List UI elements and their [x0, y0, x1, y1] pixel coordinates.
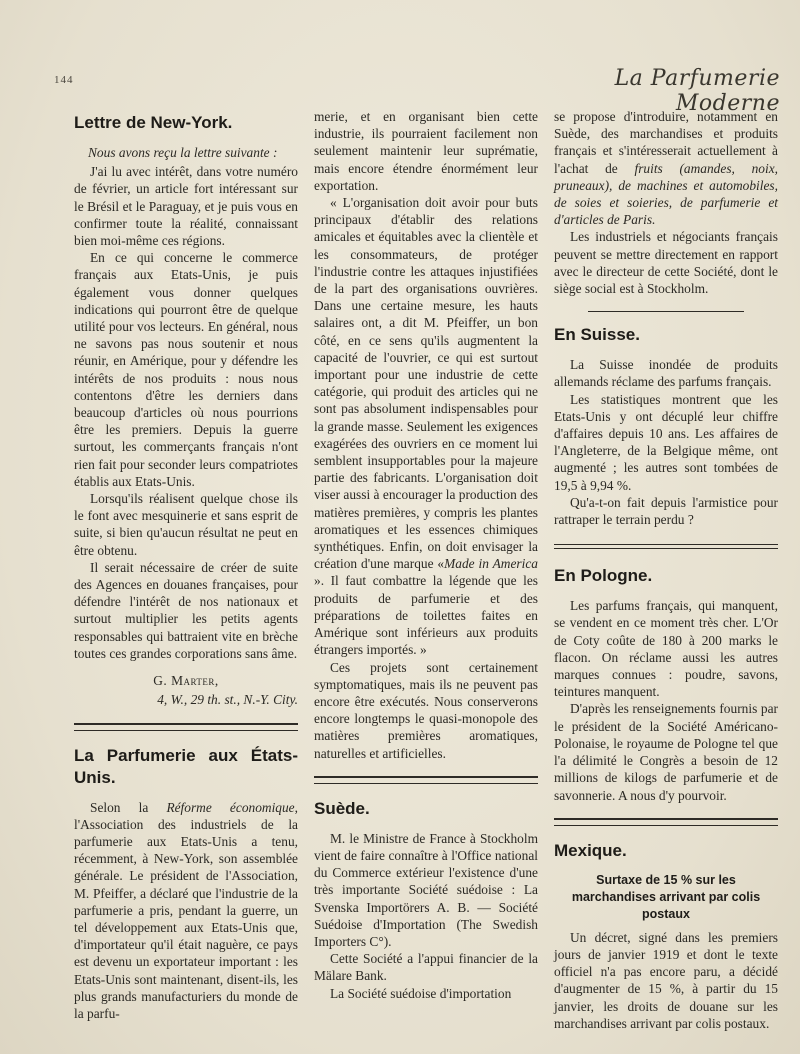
- paragraph: merie, et en organisant bien cette industrie, ils pourraient facilement non seulement maintenir leur suprématie, mais encore étendre énormément leur exportation.: [314, 109, 538, 193]
- article-title-new-york: Lettre de New-York.: [74, 113, 233, 132]
- letter-intro: Nous avons reçu la lettre suivante :: [88, 145, 278, 160]
- article-title-suisse: En Suisse.: [554, 325, 640, 345]
- column-2: [314, 108, 538, 1002]
- column-3: [554, 108, 778, 1032]
- paragraph: M. le Ministre de France à Stockholm vient de faire connaître à l'Office national du Commerce extérieur l'existence d'une très importante Société suédoise : La Svenska Importörers A. B. — Société Suédoise d'Importation (The Swedish Importers C°).: [314, 830, 538, 949]
- short-divider: [588, 311, 744, 312]
- paragraph: La Société suédoise d'importation: [330, 985, 512, 1001]
- column-1: [74, 108, 298, 1022]
- paragraph: La Suisse inondée de produits allemands réclame des parfums français.: [554, 357, 778, 390]
- section-divider: [554, 818, 778, 826]
- paragraph: D'après les renseignements fournis par le président de la Société Américano-Polonaise, le royaume de Pologne tel que l'a délimité le Congrès a besoin de 12 millions de kilogs de parfumerie et de savonnerie. A nous d'y pourvoir.: [554, 701, 778, 803]
- paragraph: En ce qui concerne le commerce français aux Etats-Unis, je puis également vous donner quelques indications qui pourront être de quelque utilité pour vos lecteurs. En général, nous ne savons pas nous soutenir et nous réunir, en Amérique, pour y défendre les intérêts de nos produits : nous nous contentons d'être les derniers dans beaucoup d'articles où nous pourrions être les premiers. Depuis la guerre surtout, les commerçants français n'ont rien fait pour seconder leurs compatriotes établis aux Etats-Unis.: [74, 250, 298, 489]
- paragraph: « L'organisation doit avoir pour buts principaux d'établir des relations amicales et équitables avec la clientèle et les consommateurs, de protéger l'industrie contre les attaques injustifiées de la part des organisations ouvrières. Dans une certaine mesure, les hauts salaires ont, a dit M. Pfeiffer, un bon côté, en ce sens qu'ils augmentent la capacité de l'ouvrier, ce qui est surtout important pour une industrie de cette catégorie, qui produit des articles qui ne sont pas absolument indispensables pour la grande masse. Seulement les exigences exagérées des ouvriers en ce moment lui semblent insupportables pour la majeure partie des fabricants. L'organisation doit viser aussi à encourager la production des matières premières, y compris les plantes aromatiques et les essences chimiques synthétiques. Enfin, on doit envisager la création d'une marque «Made in America ». Il faut combattre la légende que les produits de parfumerie et des préparations de toilettes faites en Amérique sont inférieurs aux produits étrangers importés. »: [314, 195, 538, 658]
- paragraph: Cette Société a l'appui financier de la Mälare Bank.: [314, 951, 538, 984]
- paragraph: Selon la Réforme économique, l'Association des industriels de la parfumerie aux Etats-Unis a tenu, récemment, à New-York, son assemblée générale. Le président de l'Association, M. Pfeiffer, a déclaré que l'industrie de la parfumerie a pris, pendant la guerre, un tel développement aux Etats-Unis que, d'importateur qu'il était naguère, ce pays est devenu un exportateur important : les Etats-Unis sont maintenant, disent-ils, les plus grands manufacturiers du monde de la parfu-: [74, 799, 298, 1021]
- letter-address: 4, W., 29 th. st., N.-Y. City.: [157, 692, 298, 708]
- section-divider: [314, 776, 538, 784]
- section-divider: [74, 723, 298, 731]
- product-list: fruits (amandes, noix, pruneaux), de machines et automobiles, de soies et soieries, de parfumerie et d'articles de Paris.: [554, 160, 778, 228]
- paragraph: Ces projets sont certainement symptomatiques, mais ils ne peuvent pas encore être exécutés. Nous conserverons encore longtemps le quasi-monopole des matières premières aromatiques, naturelles et artificielles.: [314, 659, 538, 761]
- paragraph: Un décret, signé dans les premiers jours de janvier 1919 et dont le texte officiel n'a pas encore paru, a décidé d'augmenter de 15 %, à partir du 15 janvier, les droits de douane sur les marchandises arrivant par colis postaux.: [554, 929, 778, 1031]
- article-title-suede: Suède.: [314, 798, 370, 818]
- made-in-america-phrase: Made in America: [444, 556, 538, 572]
- section-divider: [554, 544, 778, 549]
- journal-title: La Parfumerie Moderne: [614, 66, 780, 116]
- paragraph: Lorsqu'ils réalisent quelque chose ils le font avec mesquinerie et sans esprit de suite, si bien qu'aucun résultat ne peut en être obtenu.: [74, 491, 298, 558]
- article-subtitle-surtaxe: Surtaxe de 15 % sur les marchandises arrivant par colis postaux: [571, 872, 761, 921]
- paragraph: se propose d'introduire, notamment en Suède, des marchandises et produits français et s'intéresserait actuellement à l'achat de fruits (amandes, noix, pruneaux), de machines et automobiles, de soies et soieries, de parfumerie et d'articles de Paris.: [554, 109, 778, 228]
- paragraph: Qu'a-t-on fait depuis l'armistice pour rattraper le terrain perdu ?: [554, 494, 778, 528]
- paragraph: Les statistiques montrent que les Etats-Unis y ont décuplé leur chiffre d'affaires depuis 10 ans. Les affaires de l'Angleterre, de la Belgique même, ont augmenté ; les autres sont tombées de 19,5 à 9,94 %.: [554, 391, 778, 493]
- paragraph: Les industriels et négociants français peuvent se mettre directement en rapport avec le directeur de cette Société, dont le siège social est à Stockholm.: [554, 229, 778, 297]
- paragraph: Les parfums français, qui manquent, se vendent en ce moment très cher. L'Or de Coty coûte de 180 à 200 marks le flacon. On réclame aussi les autres marques connues : poudre, savons, teintures manquent.: [554, 598, 778, 700]
- article-title-pologne: En Pologne.: [554, 566, 653, 586]
- source-title: Réforme économique: [166, 799, 295, 815]
- paragraph: J'ai lu avec intérêt, dans votre numéro de février, un article fort intéressant sur le Brésil et le Paraguay, et je puis vous en confirmer toute la réalité, connaissant bien moi-même ces régions.: [74, 164, 298, 249]
- article-title-parfumerie-etats-unis: La Parfumerie aux États-Unis.: [74, 745, 298, 787]
- page-number: 144: [54, 74, 74, 86]
- paragraph: Il serait nécessaire de créer de suite des Agences en douanes françaises, pour défendre l'intérêt de nos nationaux et surtout multiplier les petits agents responsables qui battraient vite en brèche toutes ces grandes corporations sans âme.: [74, 559, 298, 661]
- article-title-mexique: Mexique.: [554, 840, 627, 860]
- letter-signature: G. Marter,: [153, 673, 219, 689]
